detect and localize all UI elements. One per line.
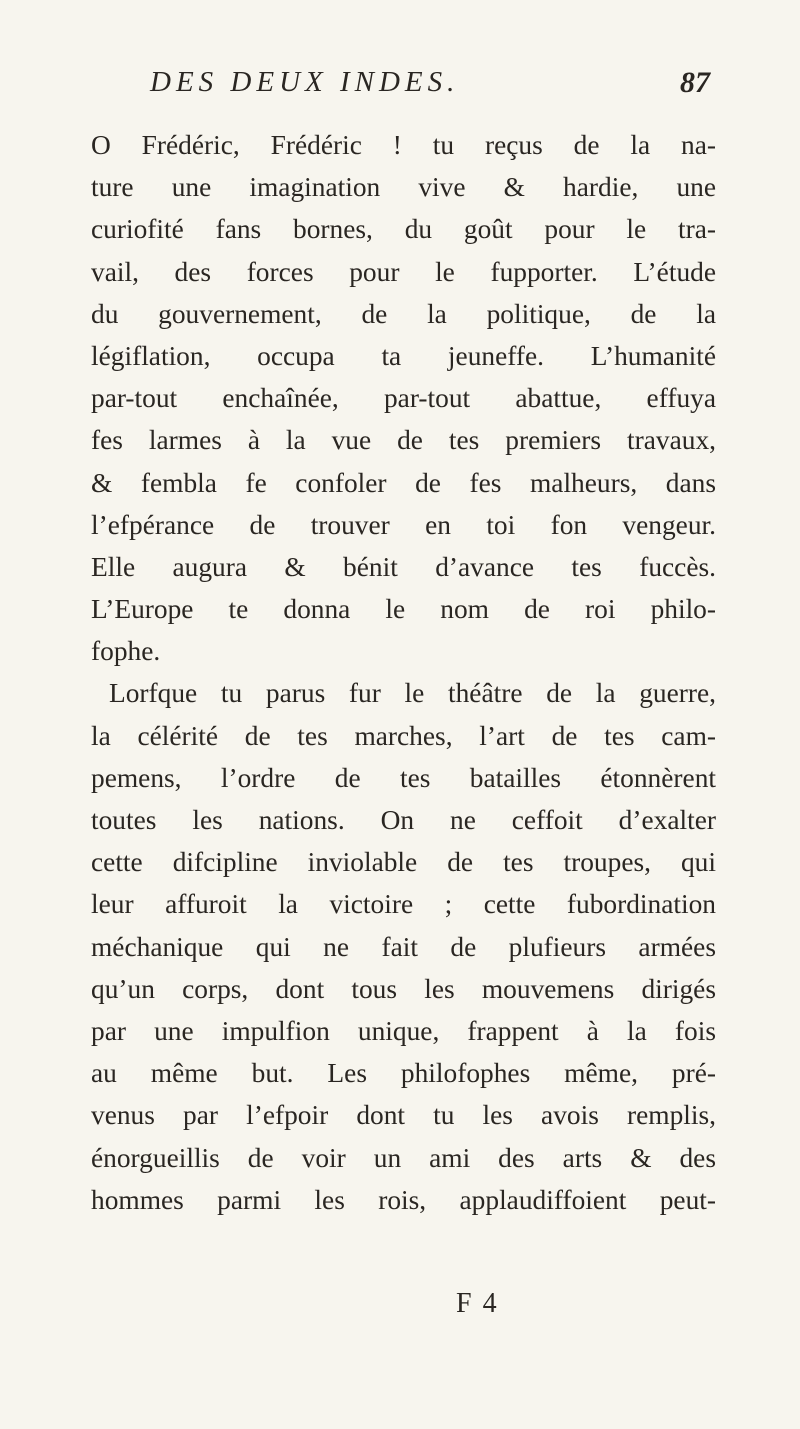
page-header	[150, 66, 710, 106]
text-line: par-tout enchaînée, par-tout abattue, effuya	[91, 383, 716, 414]
text-line: légiflation, occupa ta jeuneffe. L’humanité	[91, 340, 716, 371]
text-line: l’efpérance de trouver en toi fon vengeur.	[91, 509, 716, 540]
signature-mark: F 4	[456, 1288, 499, 1319]
text-line: énorgueillis de voir un ami des arts & des	[91, 1142, 716, 1173]
text-line: du gouvernement, de la politique, de la	[91, 298, 716, 329]
text-line: toutes les nations. On ne ceffoit d’exalter	[91, 805, 716, 835]
text-line: fophe.	[91, 636, 161, 667]
text-line: venus par l’efpoir dont tu les avois remplis,	[91, 1100, 716, 1131]
text-line: pemens, l’ordre de tes batailles étonnèrent	[91, 762, 716, 793]
running-head: DES DEUX INDES.	[150, 66, 460, 98]
text-line: méchanique qui ne fait de plufieurs armées	[91, 931, 716, 962]
text-line: curiofité fans bornes, du goût pour le tra-	[91, 214, 716, 245]
text-line: & fembla fe confoler de fes malheurs, dans	[91, 467, 716, 498]
text-line: vail, des forces pour le fupporter. L’étude	[91, 256, 716, 287]
body-text	[91, 124, 716, 1221]
text-line: qu’un corps, dont tous les mouvemens dirigés	[91, 973, 716, 1004]
text-line: par une impulfion unique, frappent à la fois	[91, 1015, 716, 1046]
text-line: leur affuroit la victoire ; cette fubordination	[91, 889, 716, 920]
text-line: au même but. Les philofophes même, pré-	[91, 1058, 716, 1089]
page-number: 87	[680, 66, 710, 99]
text-line: O Frédéric, Frédéric ! tu reçus de la na-	[91, 130, 716, 160]
text-line: fes larmes à la vue de tes premiers travaux,	[91, 425, 716, 456]
text-line: Elle augura & bénit d’avance tes fuccès.	[91, 551, 716, 582]
text-line: hommes parmi les rois, applaudiffoient peut-	[91, 1184, 716, 1215]
text-line: ture une imagination vive & hardie, une	[91, 172, 716, 203]
text-line: cette difcipline inviolable de tes troupes, qui	[91, 847, 716, 878]
text-line: L’Europe te donna le nom de roi philo-	[91, 594, 716, 625]
text-line: Lorfque tu parus fur le théâtre de la guerre,	[109, 678, 716, 709]
text-line: la célérité de tes marches, l’art de tes cam-	[91, 720, 716, 751]
